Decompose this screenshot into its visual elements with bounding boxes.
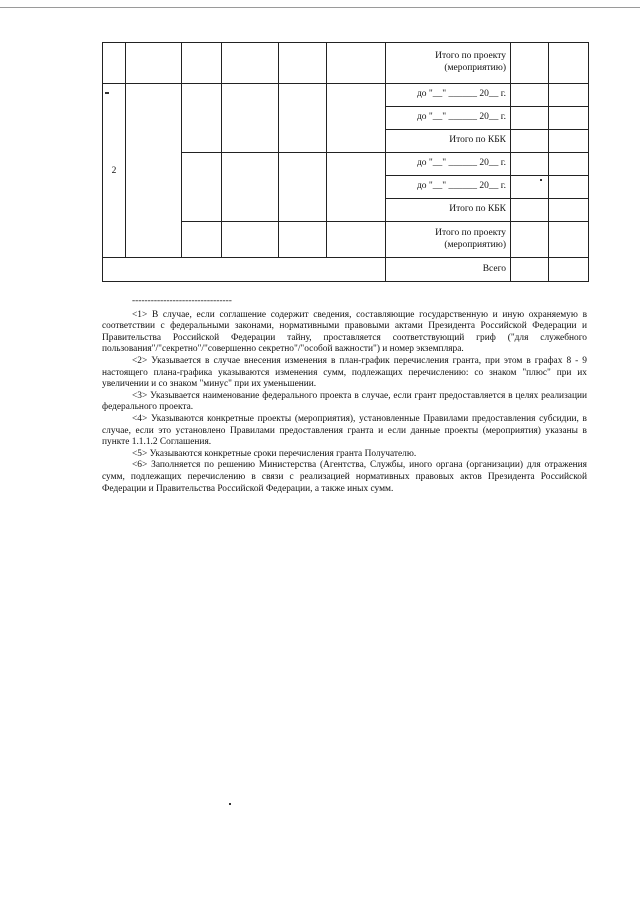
footnote-1: <1> В случае, если соглашение содержит сведения, составляющие государственную и иную охраняемую в соответствии с федеральными законами, нормативными правовыми актами Президента Российской Федерации и Правительства Российской Федерации тайну, проставляется соответствующий гриф ("для служебного пользования"/"секретно"/"совершенно секретно"/"особой важности") и номер экземпляра. (102, 309, 587, 355)
total-kbk-label: Итого по КБК (386, 130, 511, 153)
table-row (103, 84, 589, 107)
scan-speck (105, 92, 109, 94)
scan-top-edge (0, 7, 640, 8)
footnote-5: <5> Указываются конкретные сроки перечисления гранта Получателю. (132, 448, 417, 459)
date-line: до "__" ______ 20__ г. (386, 84, 511, 107)
total-kbk-label: Итого по КБК (386, 199, 511, 222)
scan-speck (229, 803, 231, 805)
footnote-3: <3> Указывается наименование федерального проекта в случае, если грант предоставляется в целях реализации федерального проекта. (102, 390, 587, 413)
footnotes (102, 296, 587, 495)
footnote-6: <6> Заполняется по решению Министерства (Агентства, Службы, иного органа (организации) для отражения сумм, подлежащих перечислению в связи с реализацией нормативных правовых актов Президента Российской Федерации и Правительства Российской Федерации, а также иных сумм. (102, 460, 587, 494)
table-row (103, 258, 589, 282)
scan-speck (540, 179, 542, 181)
row-number-cell: 2 (103, 84, 126, 258)
total-project-label: Итого по проекту (мероприятию) (386, 43, 511, 84)
date-line: до "__" ______ 20__ г. (386, 107, 511, 130)
footnote-2: <2> Указывается в случае внесения изменения в план-график перечисления гранта, при этом в графах 8 - 9 настоящего плана-графика указываются изменения сумм, подлежащих перечислению: со знаком "плюс" при их увеличении и со знаком "минус" при их уменьшении. (102, 355, 587, 390)
table-row (103, 43, 589, 84)
grand-total-label: Всего (386, 258, 511, 282)
grant-payment-schedule-table (102, 42, 589, 282)
date-line: до "__" ______ 20__ г. (386, 176, 511, 199)
footnote-separator: -------------------------------- (132, 296, 232, 306)
total-project-label: Итого по проекту (мероприятию) (386, 222, 511, 258)
footnote-4: <4> Указываются конкретные проекты (мероприятия), установленные Правилами предоставления субсидии, в случае, если это установлено Правилами предоставления гранта и если данные проекты (мероприятия) указаны в пункте 1.1.1.2 Соглашения. (102, 413, 587, 448)
date-line: до "__" ______ 20__ г. (386, 153, 511, 176)
